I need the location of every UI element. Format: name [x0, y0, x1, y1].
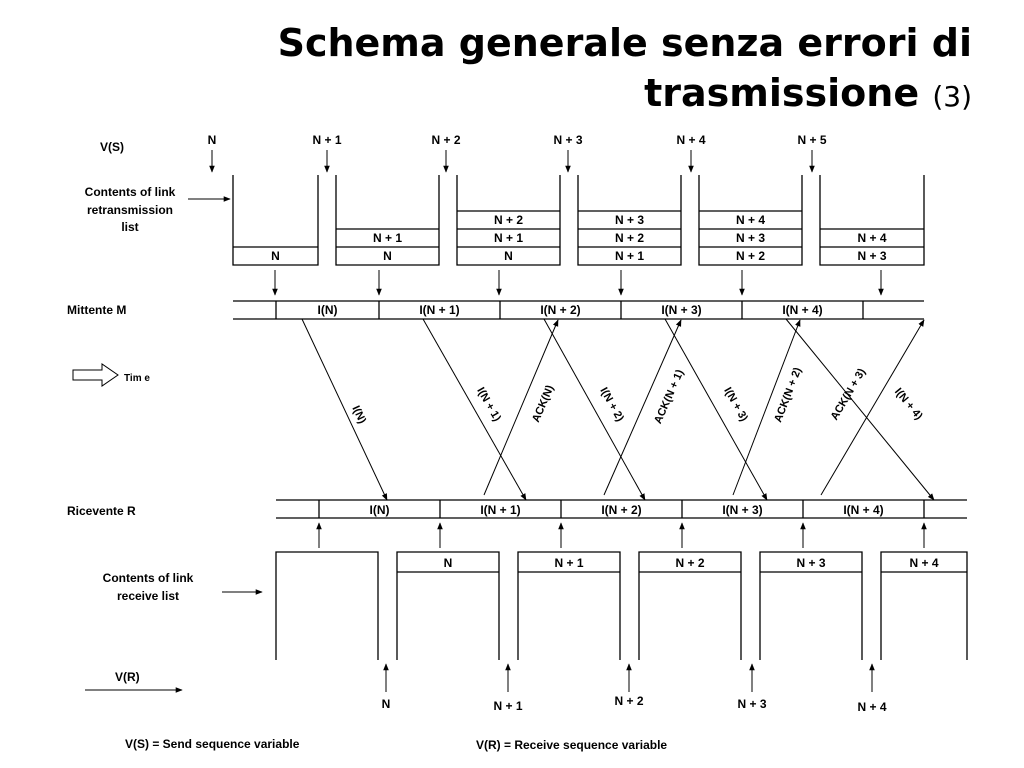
sender-frame-3: I(N + 3)	[661, 303, 702, 317]
vr-value-2: N + 2	[614, 694, 644, 708]
title-main: trasmissione	[644, 71, 920, 115]
frame-arrow-0	[302, 319, 387, 500]
title-line-1: Schema generale senza errori di	[277, 21, 972, 65]
receiver-frame-4: I(N + 4)	[843, 503, 884, 517]
frame-arrow-3	[665, 319, 767, 500]
sender-frame-0: I(N)	[317, 303, 338, 317]
receiver-label: Ricevente R	[67, 504, 136, 518]
retx-row-5-1: N + 4	[857, 231, 887, 245]
retx-row-2-2: N + 2	[493, 213, 524, 227]
retx-row-4-0: N + 2	[735, 249, 766, 263]
retx-row-3-0: N + 1	[614, 249, 645, 263]
vs-value-5: N + 5	[797, 133, 827, 147]
receiver-frame-1: I(N + 1)	[480, 503, 521, 517]
vr-definition: V(R) = Receive sequence variable	[476, 738, 668, 752]
retx-row-5-0: N + 3	[857, 249, 887, 263]
frame-arrow-label-4: I(N + 4)	[891, 385, 925, 423]
time-arrow-icon	[73, 364, 118, 386]
retx-row-1-1: N + 1	[372, 231, 403, 245]
ack-arrow-label-1: ACK(N + 1)	[652, 367, 687, 426]
vs-value-2: N + 2	[431, 133, 461, 147]
sender-frame-4: I(N + 4)	[782, 303, 823, 317]
retx-row-2-0: N	[504, 249, 513, 263]
retx-label-line-3: list	[121, 220, 139, 234]
rx-box-3: N + 3	[796, 556, 826, 570]
frame-arrow-label-3: I(N + 3)	[721, 385, 750, 424]
vr-value-4: N + 4	[857, 700, 887, 714]
vs-definition: V(S) = Send sequence variable	[125, 737, 300, 751]
retx-row-0-0: N	[271, 249, 280, 263]
retx-row-3-1: N + 2	[614, 231, 645, 245]
retx-row-4-1: N + 3	[735, 231, 766, 245]
retx-row-3-2: N + 3	[614, 213, 645, 227]
rx-box-4: N + 4	[909, 556, 939, 570]
sender-frame-2: I(N + 2)	[540, 303, 581, 317]
frame-arrow-label-2: I(N + 2)	[597, 385, 626, 424]
frame-arrow-label-1: I(N + 1)	[474, 385, 503, 424]
receiver-frame-0: I(N)	[369, 503, 390, 517]
frame-arrow-2	[544, 319, 645, 500]
frame-arrow-1	[423, 319, 526, 500]
vs-label: V(S)	[100, 140, 124, 154]
vs-value-4: N + 4	[676, 133, 706, 147]
retx-row-2-1: N + 1	[493, 231, 524, 245]
vr-value-1: N + 1	[493, 699, 523, 713]
retx-row-4-2: N + 4	[735, 213, 766, 227]
vs-value-0: N	[207, 133, 217, 147]
rx-label-line-1: Contents of link	[102, 571, 194, 585]
time-label: Tim e	[124, 373, 150, 384]
retx-label-line-2: retransmission	[86, 203, 174, 217]
vr-value-0: N	[381, 697, 391, 711]
frame-arrow-label-0: I(N)	[349, 403, 369, 426]
retx-list-label	[85, 185, 176, 234]
ack-arrow-label-3: ACK(N + 3)	[828, 366, 869, 423]
title-number: (3)	[932, 80, 972, 113]
vs-value-1: N + 1	[312, 133, 342, 147]
ack-arrow-label-0: ACK(N)	[530, 383, 557, 425]
rx-box-0: N	[443, 556, 453, 570]
rx-label-line-2: receive list	[116, 589, 180, 603]
rx-box-2: N + 2	[675, 556, 705, 570]
ack-arrow-label-2: ACK(N + 2)	[772, 365, 805, 425]
receiver-frame-2: I(N + 2)	[601, 503, 642, 517]
sender-label: Mittente M	[67, 303, 127, 317]
vr-label: V(R)	[115, 670, 140, 684]
rx-box-1: N + 1	[554, 556, 584, 570]
retx-label-line-1: Contents of link	[84, 185, 176, 199]
vr-value-3: N + 3	[737, 697, 767, 711]
retx-row-1-0: N	[383, 249, 392, 263]
vs-value-3: N + 3	[553, 133, 583, 147]
sender-frame-1: I(N + 1)	[419, 303, 460, 317]
rx-list-label	[103, 571, 194, 603]
receiver-frame-3: I(N + 3)	[722, 503, 763, 517]
rx-bucket-0	[276, 552, 378, 660]
